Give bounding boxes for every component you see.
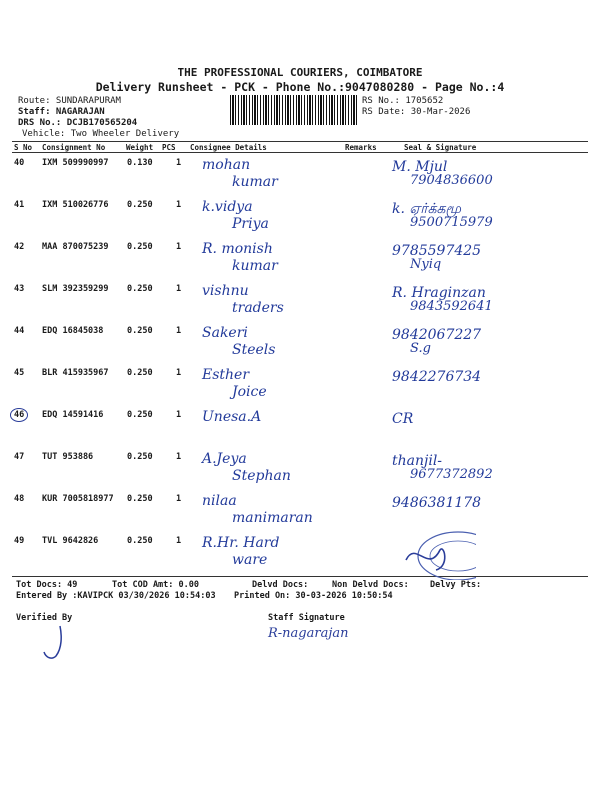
row-pcs: 1 [176, 200, 182, 210]
seal-signature-handwriting: 9842276734 [392, 369, 482, 385]
row-weight: 0.250 [127, 536, 153, 546]
table-row [12, 447, 588, 489]
row-consignment-no: BLR 415935967 [42, 368, 109, 378]
row-consignment-no: EDQ 16845038 [42, 326, 104, 336]
row-consignment-no: KUR 7005818977 [42, 494, 114, 504]
table-row [12, 321, 588, 363]
table-row [12, 237, 588, 279]
row-consignment-no: IXM 510026776 [42, 200, 109, 210]
table-row [12, 489, 588, 531]
table-row [12, 279, 588, 321]
consignee-handwriting: Steels [232, 342, 276, 358]
rs-date: RS Date: 30-Mar-2026 [362, 107, 471, 117]
seal-signature-handwriting: CR [392, 411, 414, 427]
consignee-handwriting: R.Hr. Hard [202, 535, 280, 551]
row-pcs: 1 [176, 326, 182, 336]
row-sno: 41 [14, 200, 25, 210]
consignee-handwriting: nilaa [202, 493, 237, 509]
seal-signature-handwriting: S.g [410, 341, 431, 356]
consignee-handwriting: k.vidya [202, 199, 253, 215]
seal-signature-handwriting: thanjil- [392, 453, 443, 469]
delivery-points: Delvy Pts: [430, 580, 482, 590]
consignee-handwriting: kumar [232, 174, 278, 190]
verified-by-label: Verified By [16, 613, 73, 623]
row-consignment-no: MAA 870075239 [42, 242, 109, 252]
row-weight: 0.250 [127, 494, 153, 504]
staff-label: Staff: NAGARAJAN [18, 107, 105, 117]
row-weight: 0.250 [127, 368, 153, 378]
seal-signature-handwriting: 9486381178 [392, 495, 482, 511]
row-pcs: 1 [176, 158, 182, 168]
row-consignment-no: IXM 509990997 [42, 158, 109, 168]
total-docs: Tot Docs: 49 [16, 580, 78, 590]
verified-signature [38, 622, 68, 662]
row-sno: 49 [14, 536, 25, 546]
staff-signature-label: Staff Signature [268, 613, 345, 623]
consignee-handwriting: manimaran [232, 510, 313, 526]
row-consignment-no: EDQ 14591416 [42, 410, 104, 420]
seal-signature-handwriting: 7904836600 [410, 173, 493, 188]
col-weight: Weight [126, 143, 154, 152]
col-remarks: Remarks [345, 143, 377, 152]
row-pcs: 1 [176, 452, 182, 462]
seal-signature-handwriting: 9500715979 [410, 215, 493, 230]
col-pcs: PCS [162, 143, 176, 152]
footer-rule [12, 576, 588, 577]
vehicle-label: Vehicle: Two Wheeler Delivery [22, 129, 180, 139]
table-row [12, 363, 588, 405]
rs-number: RS No.: 1705652 [362, 96, 444, 106]
route-label: Route: SUNDARAPURAM [18, 96, 121, 106]
staff-signature-hand: R-nagarajan [268, 626, 349, 641]
seal-signature-handwriting: 9842067227 [392, 327, 482, 343]
seal-signature-handwriting: k. ஏர்க்கமூ [392, 201, 462, 217]
consignee-handwriting: R. monish [202, 241, 273, 257]
entered-by: Entered By :KAVIPCK 03/30/2026 10:54:03 [16, 591, 216, 601]
table-row [12, 531, 588, 573]
row-weight: 0.250 [127, 242, 153, 252]
delivered-docs: Delvd Docs: [252, 580, 309, 590]
non-delivered-docs: Non Delvd Docs: [332, 580, 409, 590]
row-weight: 0.250 [127, 284, 153, 294]
row-sno: 45 [14, 368, 25, 378]
printed-on: Printed On: 30-03-2026 10:50:54 [234, 591, 393, 601]
row-sno: 40 [14, 158, 25, 168]
row-sno: 42 [14, 242, 25, 252]
consignee-handwriting: Priya [232, 216, 269, 232]
col-consignee: Consignee Details [190, 143, 267, 152]
runsheet-table [0, 153, 600, 573]
table-row [12, 405, 588, 447]
consignee-handwriting: mohan [202, 157, 251, 173]
row-sno: 43 [14, 284, 25, 294]
row-sno: 47 [14, 452, 25, 462]
barcode [230, 95, 358, 125]
seal-signature-handwriting: 9785597425 [392, 243, 482, 259]
row-weight: 0.250 [127, 410, 153, 420]
runsheet-subtitle: Delivery Runsheet - PCK - Phone No.:9047080280 - Page No.:4 [95, 80, 505, 94]
row-pcs: 1 [176, 368, 182, 378]
consignee-handwriting: Joice [232, 384, 267, 400]
row-pcs: 1 [176, 536, 182, 546]
row-weight: 0.250 [127, 200, 153, 210]
seal-signature-handwriting: 9677372892 [410, 467, 493, 482]
row-pcs: 1 [176, 284, 182, 294]
consignee-handwriting: kumar [232, 258, 278, 274]
seal-signature-handwriting: Nyiq [410, 257, 442, 272]
row-sno: 48 [14, 494, 25, 504]
row-consignment-no: SLM 392359299 [42, 284, 109, 294]
consignee-handwriting: Sakeri [202, 325, 248, 341]
company-stamp [398, 530, 476, 580]
consignee-handwriting: A.Jeya [202, 451, 247, 467]
row-pcs: 1 [176, 494, 182, 504]
total-cod: Tot COD Amt: 0.00 [112, 580, 199, 590]
consignee-handwriting: ware [232, 552, 268, 568]
row-consignment-no: TVL 9642826 [42, 536, 99, 546]
row-pcs: 1 [176, 242, 182, 252]
consignee-handwriting: Unesa.A [202, 409, 262, 425]
row-consignment-no: TUT 953886 [42, 452, 94, 462]
row-weight: 0.250 [127, 326, 153, 336]
consignee-handwriting: traders [232, 300, 284, 316]
consignee-handwriting: Stephan [232, 468, 291, 484]
col-consignment: Consignment No [42, 143, 106, 152]
company-title: THE PROFESSIONAL COURIERS, COIMBATORE [177, 66, 423, 79]
consignee-handwriting: vishnu [202, 283, 249, 299]
table-row [12, 195, 588, 237]
drs-number: DRS No.: DCJB170565204 [18, 118, 138, 128]
row-sno: 44 [14, 326, 25, 336]
seal-signature-handwriting: 9843592641 [410, 299, 493, 314]
col-sno: S No [14, 143, 33, 152]
row-weight: 0.130 [127, 158, 153, 168]
row-pcs: 1 [176, 410, 182, 420]
seal-signature-handwriting: M. Mjul [392, 159, 448, 175]
table-row [12, 153, 588, 195]
row-sno: 46 [10, 408, 28, 422]
consignee-handwriting: Esther [202, 367, 250, 383]
col-seal: Seal & Signature [404, 143, 477, 152]
seal-signature-handwriting: R. Hraginzan [392, 285, 486, 301]
row-weight: 0.250 [127, 452, 153, 462]
header-top-rule [12, 141, 588, 142]
